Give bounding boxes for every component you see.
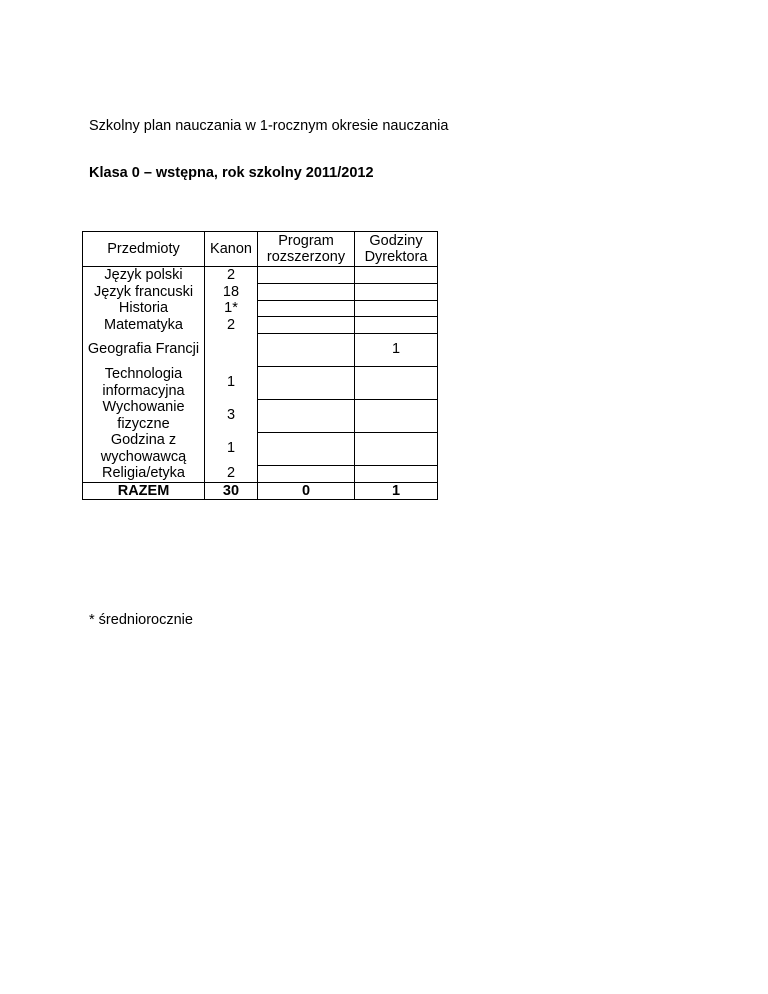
subject-cell: Historia [83,300,205,317]
kanon-cell [205,333,258,366]
total-row [83,482,438,500]
total-godziny: 1 [355,482,438,500]
subject-cell: Godzina z wychowawcą [83,432,205,465]
kanon-cell: 3 [205,399,258,432]
subject-cell: Matematyka [83,317,205,334]
subject-cell: Język polski [83,267,205,284]
subject-cell: Technologia informacyjna [83,366,205,399]
kanon-cell: 2 [205,465,258,482]
header-kanon: Kanon [205,232,258,267]
godziny-cell [355,432,438,465]
program-cell [258,317,355,334]
table-row [83,317,438,334]
program-cell [258,333,355,366]
godziny-cell [355,399,438,432]
program-cell [258,300,355,317]
total-label: RAZEM [83,482,205,500]
table-row [83,366,438,399]
table-row [83,267,438,284]
godziny-cell [355,300,438,317]
table-row [83,432,438,465]
curriculum-table [82,231,438,500]
program-cell [258,432,355,465]
footnote: * średniorocznie [89,612,193,628]
kanon-cell: 18 [205,284,258,301]
header-godziny: Godziny Dyrektora [355,232,438,267]
program-cell [258,465,355,482]
table-row [83,284,438,301]
godziny-cell: 1 [355,333,438,366]
kanon-cell: 2 [205,317,258,334]
table-row [83,465,438,482]
document-subtitle: Klasa 0 – wstępna, rok szkolny 2011/2012 [89,165,374,181]
program-cell [258,366,355,399]
godziny-cell [355,366,438,399]
header-subject: Przedmioty [83,232,205,267]
godziny-cell [355,284,438,301]
total-program: 0 [258,482,355,500]
document-title: Szkolny plan nauczania w 1-rocznym okresie nauczania [89,118,449,134]
table-row [83,300,438,317]
kanon-cell: 1 [205,366,258,399]
program-cell [258,399,355,432]
kanon-cell: 2 [205,267,258,284]
table-row [83,333,438,366]
subject-cell: Język francuski [83,284,205,301]
header-program: Program rozszerzony [258,232,355,267]
subject-cell: Wychowanie fizyczne [83,399,205,432]
godziny-cell [355,465,438,482]
table-header-row [83,232,438,267]
kanon-cell: 1* [205,300,258,317]
program-cell [258,267,355,284]
table-row [83,399,438,432]
program-cell [258,284,355,301]
godziny-cell [355,317,438,334]
total-kanon: 30 [205,482,258,500]
subject-cell: Geografia Francji [83,333,205,366]
godziny-cell [355,267,438,284]
subject-cell: Religia/etyka [83,465,205,482]
kanon-cell: 1 [205,432,258,465]
